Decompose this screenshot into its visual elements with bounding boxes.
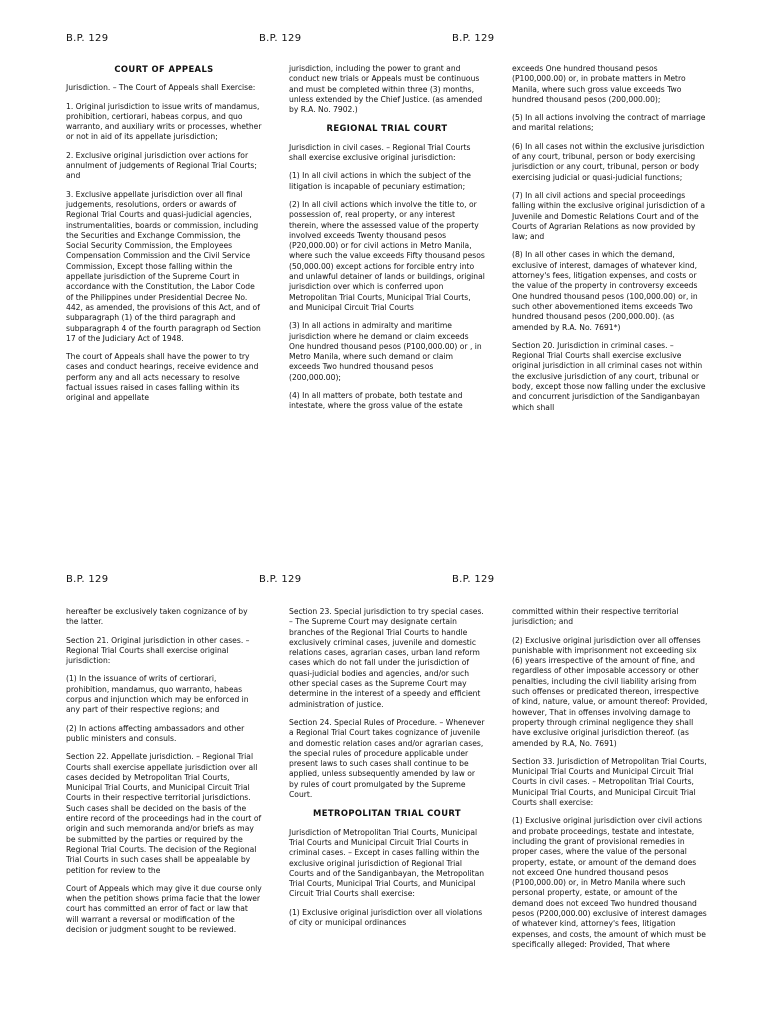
paragraph: Court of Appeals which may give it due course only when the petition shows prima facie that the lower court has committed an error of fact or law that will warrant a reversal or modification of the decision or judgment sought to be reviewed. [66,883,262,935]
running-header: B.P. 129 [259,33,302,44]
paragraph: exceeds One hundred thousand pesos (P100,000.00) or, in probate matters in Metro Manila, where such gross value exceeds Two hundred thousand pesos (200,000.00); [512,64,686,104]
paragraph: The court of Appeals shall have the power to try cases and conduct hearings, receive evidence and perform any and all acts necessary to resolve factual issues raised in cases falling within its original and appellate [66,352,259,403]
paragraph: 3. Exclusive appellate jurisdiction over all final judgements, resolutions, orders or awards of Regional Trial Courts and quasi-judicial agencies, instrumentalities, boards or commission, including the Securities and Exchange Commission, the Social Security Commission, the Employees Compensation Commission and the Civil Service Commission, Except those falling within the appellate jurisdiction of the Supreme Court in accordance with the Constitution, the Labor Code of the Philippines under Presidential Decree No. 442, as amended, the provisions of this Act, and of subparagraph (1) of the third paragraph and subparagraph 4 of the fourth paragraph od Section 17 of the Judiciary Act of 1948. [66,189,261,343]
running-header: B.P. 129 [66,33,109,44]
running-header: B.P. 129 [452,574,495,585]
paragraph: 2. Exclusive original jurisdiction over actions for annulment of judgements of Regional Trial Courts; and [66,150,257,181]
section-heading: METROPOLITAN TRIAL COURT [313,808,461,819]
paragraph: Jurisdiction. – The Court of Appeals shall Exercise: [66,83,256,93]
section-heading: COURT OF APPEALS [114,64,214,74]
section-heading: REGIONAL TRIAL COURT [326,123,448,134]
text-column [512,64,708,421]
running-header: B.P. 129 [259,574,302,585]
paragraph: (1) In the issuance of writs of certiorari, prohibition, mandamus, quo warranto, habeas corpus and injunction which may be enforced in any part of their respective regions; and [66,674,249,715]
paragraph: (2) In all civil actions which involve the title to, or possession of, real property, or any interest therein, where the assessed value of the property involved exceeds Twenty thousand pesos (P20,000.00) or for civil actions in Metro Manila, where such the value exceeds Fifty thousand pesos (50,000.00) except actions for forcible entry into and unlawful detainer of lands or buildings, original jurisdiction over which is conferred upon Metropolitan Trial Courts, Municipal Trial Courts, and Municipal Circuit Trial Courts [289,199,485,312]
paragraph: Section 20. Jurisdiction in criminal cases. – Regional Trial Courts shall exercise exclusive original jurisdiction in all criminal cases not within the exclusive jurisdiction of any court, tribunal or body, except those now falling under the exclusive and concurrent jurisdiction of the Sandiganbayan which shall [512,340,706,412]
paragraph: Section 22. Appellate jurisdiction. – Regional Trial Courts shall exercise appellate jurisdiction over all cases decided by Metropolitan Trial Courts, Municipal Trial Courts, and Municipal Circuit Trial Courts in their respective territorial jurisdictions. Such cases shall be decided on the basis of the entire record of the proceedings had in the court of origin and such memoranda and/or briefs as may be submitted by the parties or required by the Regional Trial Courts. The decision of the Regional Trial Courts in such cases shall be appealable by petition for review to the [66,752,262,875]
paragraph: (5) In all actions involving the contract of marriage and marital relations; [512,113,706,133]
paragraph: jurisdiction, including the power to grant and conduct new trials or Appeals must be continuous and must be completed within three (3) months, unless extended by the Chief Justice. (as amended by R.A. No. 7902.) [289,64,483,115]
paragraph: (2) In actions affecting ambassadors and other public ministers and consuls. [66,723,245,743]
paragraph: (3) In all actions in admiralty and maritime jurisdiction where he demand or claim exceeds One hundred thousand pesos (P100,000.00) or , in Metro Manila, where such demand or claim exceeds Two hundred thousand pesos (200,000.00); [289,321,482,382]
paragraph: (4) In all matters of probate, both testate and intestate, where the gross value of the estate [289,391,463,411]
paragraph: (8) In all other cases in which the demand, exclusive of interest, damages of whatever kind, attorney's fees, litigation expenses, and costs or the value of the property in controversy exceeds One hundred thousand pesos (100,000.00) or, in such other abovementioned items exceeds Two hundred thousand pesos (200,000.00). (as amended by R.A. No. 7691*) [512,250,698,332]
paragraph: hereafter be exclusively taken cognizance of by the latter. [66,607,248,627]
paragraph: (2) Exclusive original jurisdiction over all offenses punishable with imprisonment not exceeding six (6) years irrespective of the amount of fine, and regardless of other imposable accessory or other penalties, including the civil liability arising from such offenses or predicated thereon, irrespective of kind, nature, value, or amount thereof: Provided, however, That in offenses involving damage to property through criminal negligence they shall have exclusive original jurisdiction thereof. (as amended by R.A, No. 7691) [512,635,708,748]
paragraph: Jurisdiction in civil cases. – Regional Trial Courts shall exercise exclusive original jurisdiction: [289,142,471,163]
running-header: B.P. 129 [452,33,495,44]
text-column [289,607,485,936]
paragraph: Jurisdiction of Metropolitan Trial Courts, Municipal Trial Courts and Municipal Circuit Trial Courts in criminal cases. – Except in cases falling within the exclusive original jurisdiction of Regional Trial Courts and of the Sandiganbayan, the Metropolitan Trial Courts, Municipal Trial Courts, and Municipal Circuit Trial Courts shall exercise: [289,827,485,899]
page-2 [0,512,768,1024]
paragraph: Section 21. Original jurisdiction in other cases. – Regional Trial Courts shall exercise original jurisdiction: [66,635,250,666]
text-column [512,607,708,958]
text-column [289,64,485,420]
text-column [66,607,262,943]
paragraph: (1) Exclusive original jurisdiction over all violations of city or municipal ordinances [289,907,483,928]
paragraph: Section 24. Special Rules of Procedure. – Whenever a Regional Trial Court takes cognizance of juvenile and domestic relation cases and/or agrarian cases, the special rules of procedure applicable under present laws to such cases shall continue to be applied, unless subsequently amended by law or by rules of court promulgated by the Supreme Court. [289,717,485,800]
paragraph: (7) In all civil actions and special proceedings falling within the exclusive original jurisdiction of a Juvenile and Domestic Relations Court and of the Courts of Agrarian Relations as now provided by law; and [512,190,706,242]
text-column [66,64,262,412]
paragraph: (1) Exclusive original jurisdiction over civil actions and probate proceedings, testate and intestate, including the grant of provisional remedies in proper cases, where the value of the personal property, estate, or amount of the demand does not exceed One hundred thousand pesos (P100,000.00) or, in Metro Manila where such personal property, estate, or amount of the demand does not exceed Two hundred thousand pesos (P200,000.00) exclusive of interest damages of whatever kind, attorney's fees, litigation expenses, and costs, the amount of which must be specifically alleged: Provided, That where [512,816,707,949]
paragraph: (6) In all cases not within the exclusive jurisdiction of any court, tribunal, person or body exercising jurisdiction or any court, tribunal, person or body exercising judicial or quasi-judicial functions; [512,141,705,182]
paragraph: Section 33. Jurisdiction of Metropolitan Trial Courts, Municipal Trial Courts and Municipal Circuit Trial Courts in civil cases. – Metropolitan Trial Courts, Municipal Trial Courts, and Municipal Circuit Trial Courts shall exercise: [512,756,707,808]
running-header: B.P. 129 [66,574,109,585]
paragraph: Section 23. Special jurisdiction to try special cases. – The Supreme Court may designate certain branches of the Regional Trial Courts to handle exclusively criminal cases, juvenile and domestic relations cases, agrarian cases, urban land reform cases which do not fall under the jurisdiction of quasi-judicial bodies and agencies, and/or such other special cases as the Supreme Court may determine in the interest of a speedy and efficient administration of justice. [289,607,484,709]
paragraph: 1. Original jurisdiction to issue writs of mandamus, prohibition, certiorari, habeas corpus, and quo warranto, and auxiliary writs or processes, whether or not in aid of its appellate jurisdiction; [66,101,262,142]
paragraph: (1) In all civil actions in which the subject of the litigation is incapable of pecuniary estimation; [289,171,471,191]
paragraph: committed within their respective territorial jurisdiction; and [512,607,679,627]
